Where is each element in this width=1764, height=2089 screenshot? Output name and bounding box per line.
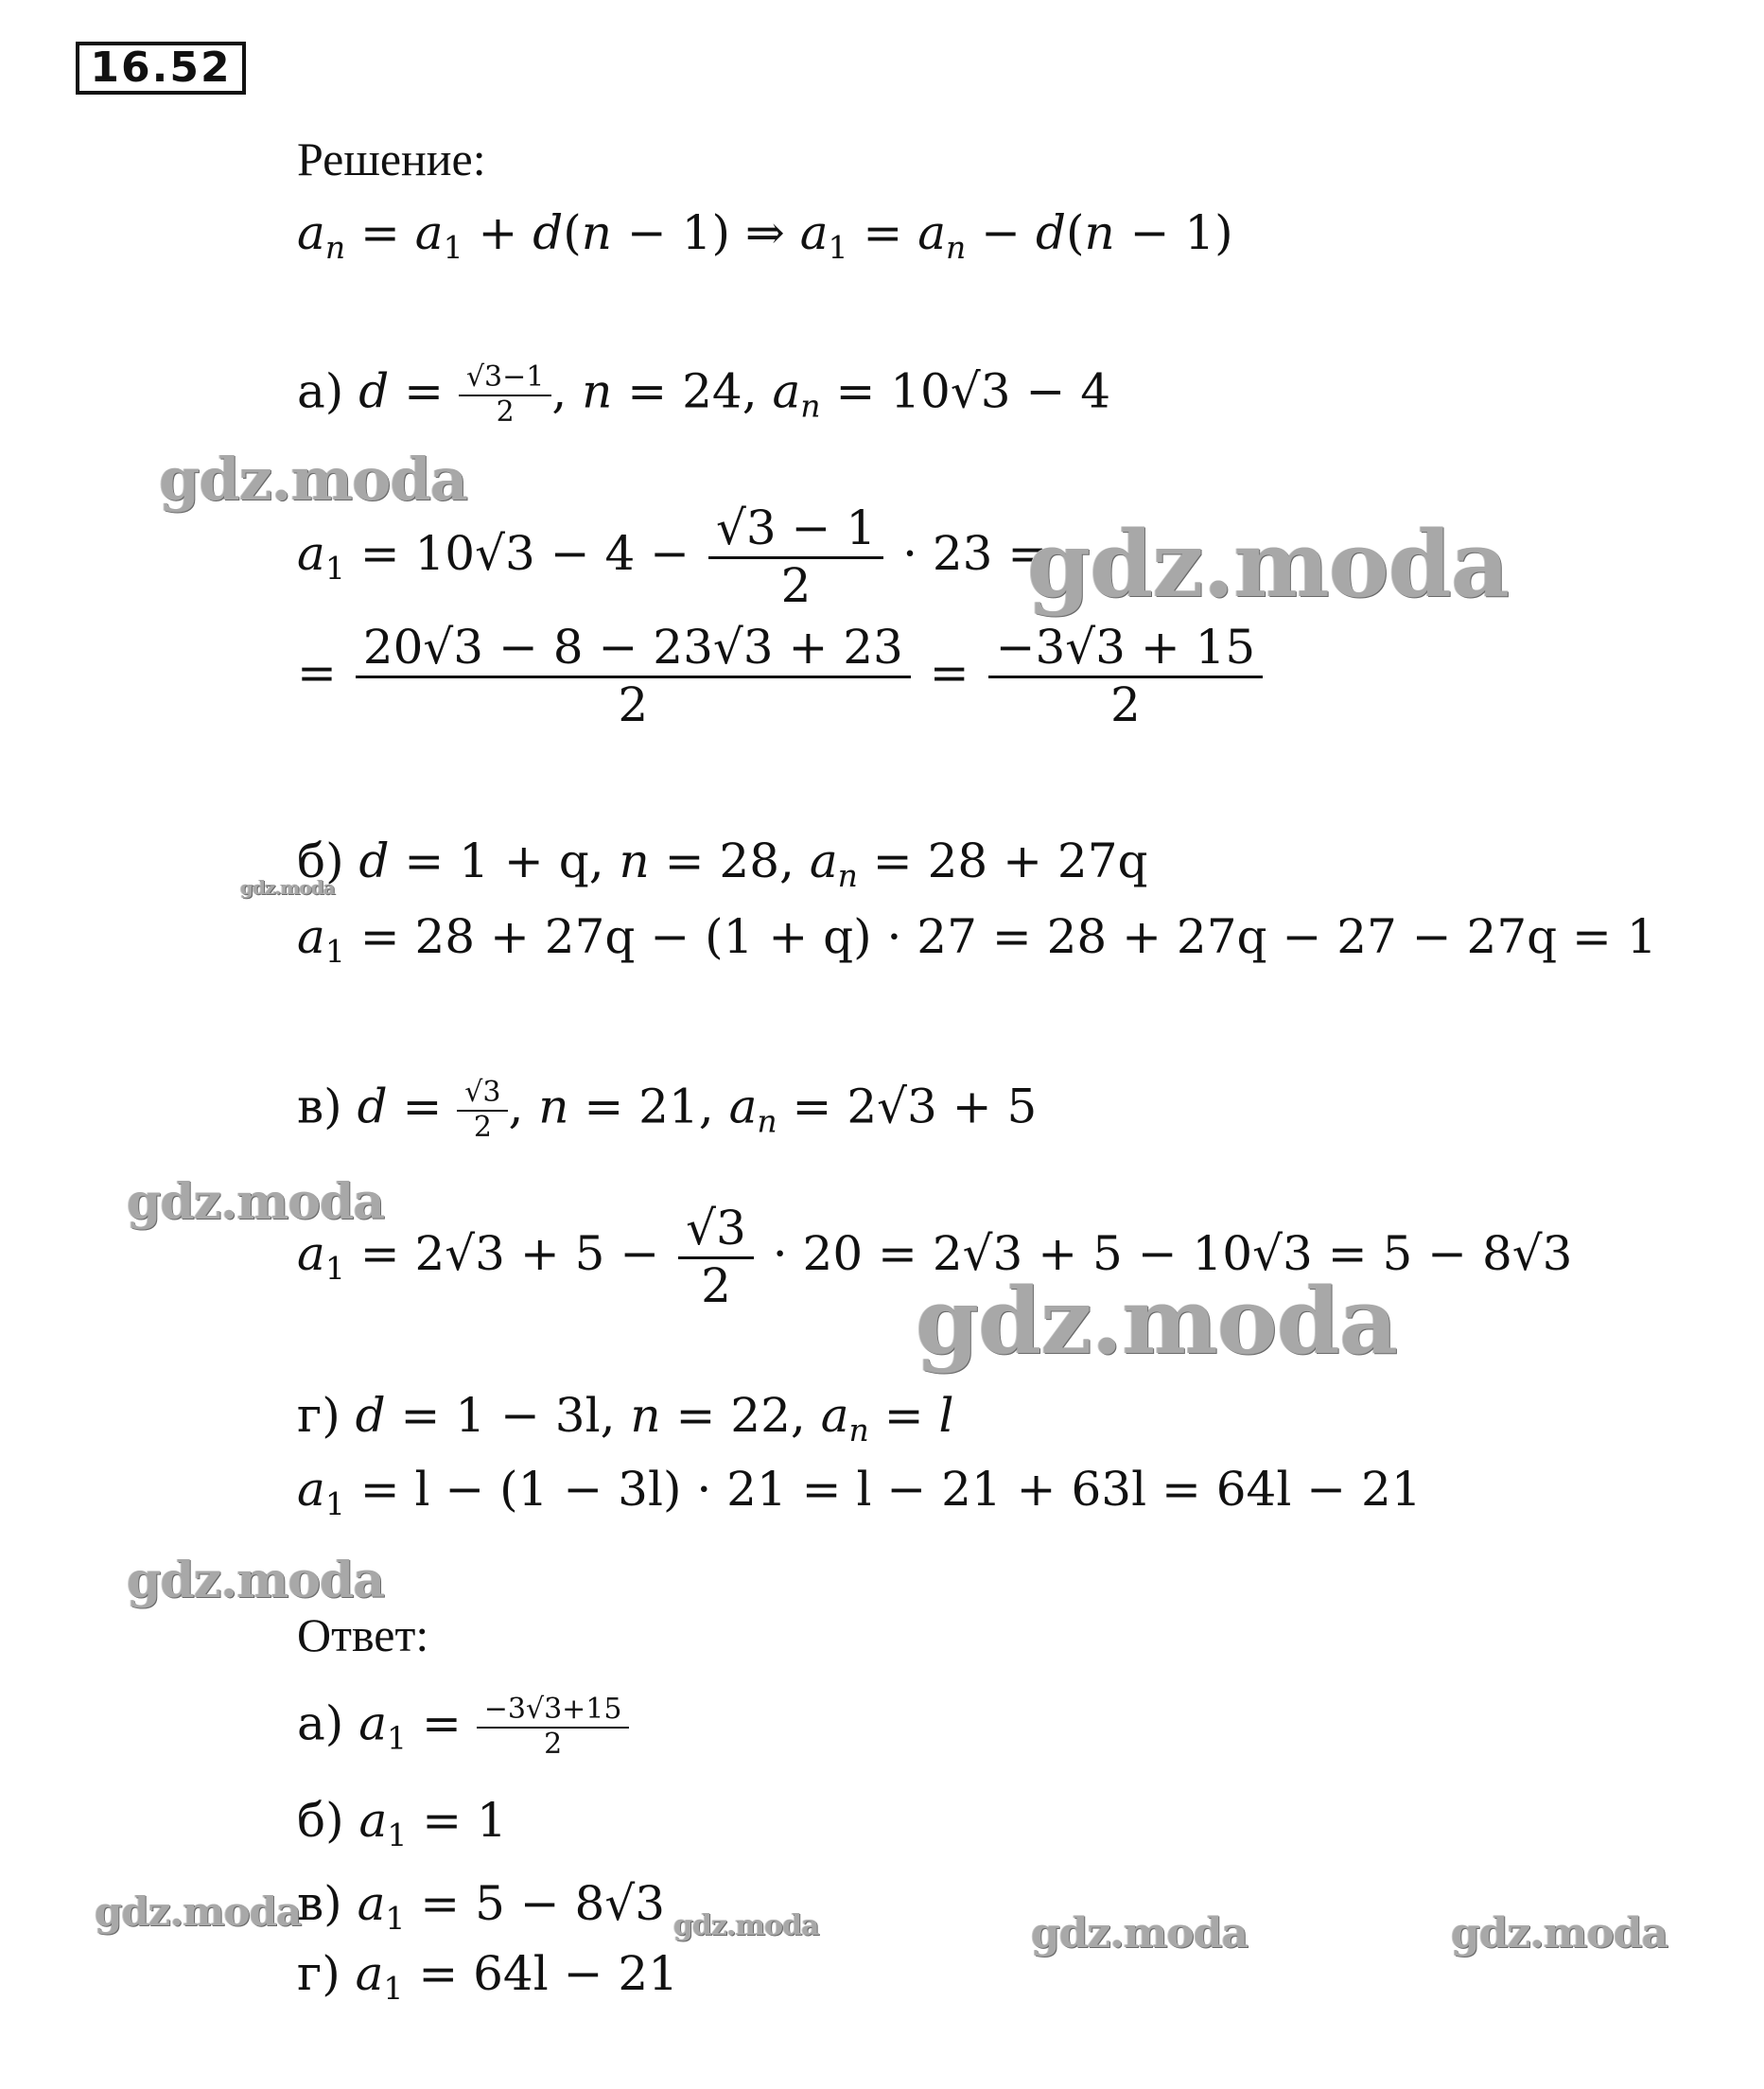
watermark: gdz.moda xyxy=(240,876,335,899)
answer-heading: Ответ: xyxy=(297,1608,429,1661)
fraction: $\frac{√3}{2}$ xyxy=(461,1077,504,1144)
watermark: gdz.moda xyxy=(916,1268,1398,1375)
fraction: $\frac{-3√3 + 15}{2}$ xyxy=(992,621,1260,732)
fraction: $\frac{√3}{2}$ xyxy=(682,1202,750,1313)
watermark: gdz.moda xyxy=(127,1552,385,1609)
answer-v: в) $a_1 = 5 - 8√3$ xyxy=(297,1876,666,1937)
part-letter: а) xyxy=(297,363,344,419)
watermark: gdz.moda xyxy=(127,1173,385,1231)
watermark: gdz.moda xyxy=(159,445,467,514)
solution-heading: Решение: xyxy=(297,132,486,185)
part-g-step1: $a_1 = l - (1 - 3l) \cdot 21 = l - 21 + 63l = 64l - 21$ xyxy=(297,1462,1422,1522)
part-v-step1: $a_1 = 2√3 + 5$ − $\frac{√3}{2}$ · 20 = 2√3 + 5 − 10√3 = 5 − 8√3 xyxy=(297,1201,1573,1313)
part-a-given: а) d = $\frac{√3-1}{2}$ , n = 24, $a_n = 10√3 - 4$ xyxy=(297,360,1111,429)
part-b-step1: $a_1 = 28 + 27q - (1 + q) \cdot 27 = 28 + 27q - 27 - 27q = 1$ xyxy=(297,909,1657,970)
fraction: $\frac{√3 - 1}{2}$ xyxy=(712,501,880,613)
answer-a: а) $a_1$ = $\frac{-3√3+15}{2}$ xyxy=(297,1694,629,1761)
part-v-given: в) d = $\frac{√3}{2}$ , n = 21, $a_n = 2√3 + 5$ xyxy=(297,1076,1038,1144)
answer-b: б) $a_1 = 1$ xyxy=(297,1793,507,1853)
general-formula: $a_n = a_1 + d(n - 1)$ ⇒ $a_1 = a_n - d(n - 1)$ xyxy=(297,205,1233,266)
watermark: gdz.moda xyxy=(1031,1909,1249,1957)
watermark: gdz.moda xyxy=(673,1909,819,1942)
watermark: gdz.moda xyxy=(1451,1909,1668,1957)
part-b-given: б) d = 1 + q, n = 28, $a_n = 28 + 27q$ xyxy=(297,834,1148,894)
fraction: $\frac{-3√3+15}{2}$ xyxy=(480,1694,626,1761)
part-g-given: г) d = 1 − 3l, n = 22, $a_n = l$ xyxy=(297,1388,954,1448)
part-a-step1: $a_1 = 10√3 - 4$ − $\frac{√3 - 1}{2}$ · 23 = xyxy=(297,500,1048,613)
fraction: $\frac{√3-1}{2}$ xyxy=(463,361,548,429)
part-a-step2: = $\frac{20√3 - 8 - 23√3 + 23}{2}$ = $\frac{-3√3 + 15}{2}$ xyxy=(297,621,1266,732)
problem-number: 16.52 xyxy=(76,42,246,95)
fraction: $\frac{20√3 - 8 - 23√3 + 23}{2}$ xyxy=(359,621,907,732)
watermark: gdz.moda xyxy=(1027,511,1510,618)
watermark: gdz.moda xyxy=(95,1888,302,1935)
answer-g: г) $a_1 = 64l - 21$ xyxy=(297,1946,679,2007)
